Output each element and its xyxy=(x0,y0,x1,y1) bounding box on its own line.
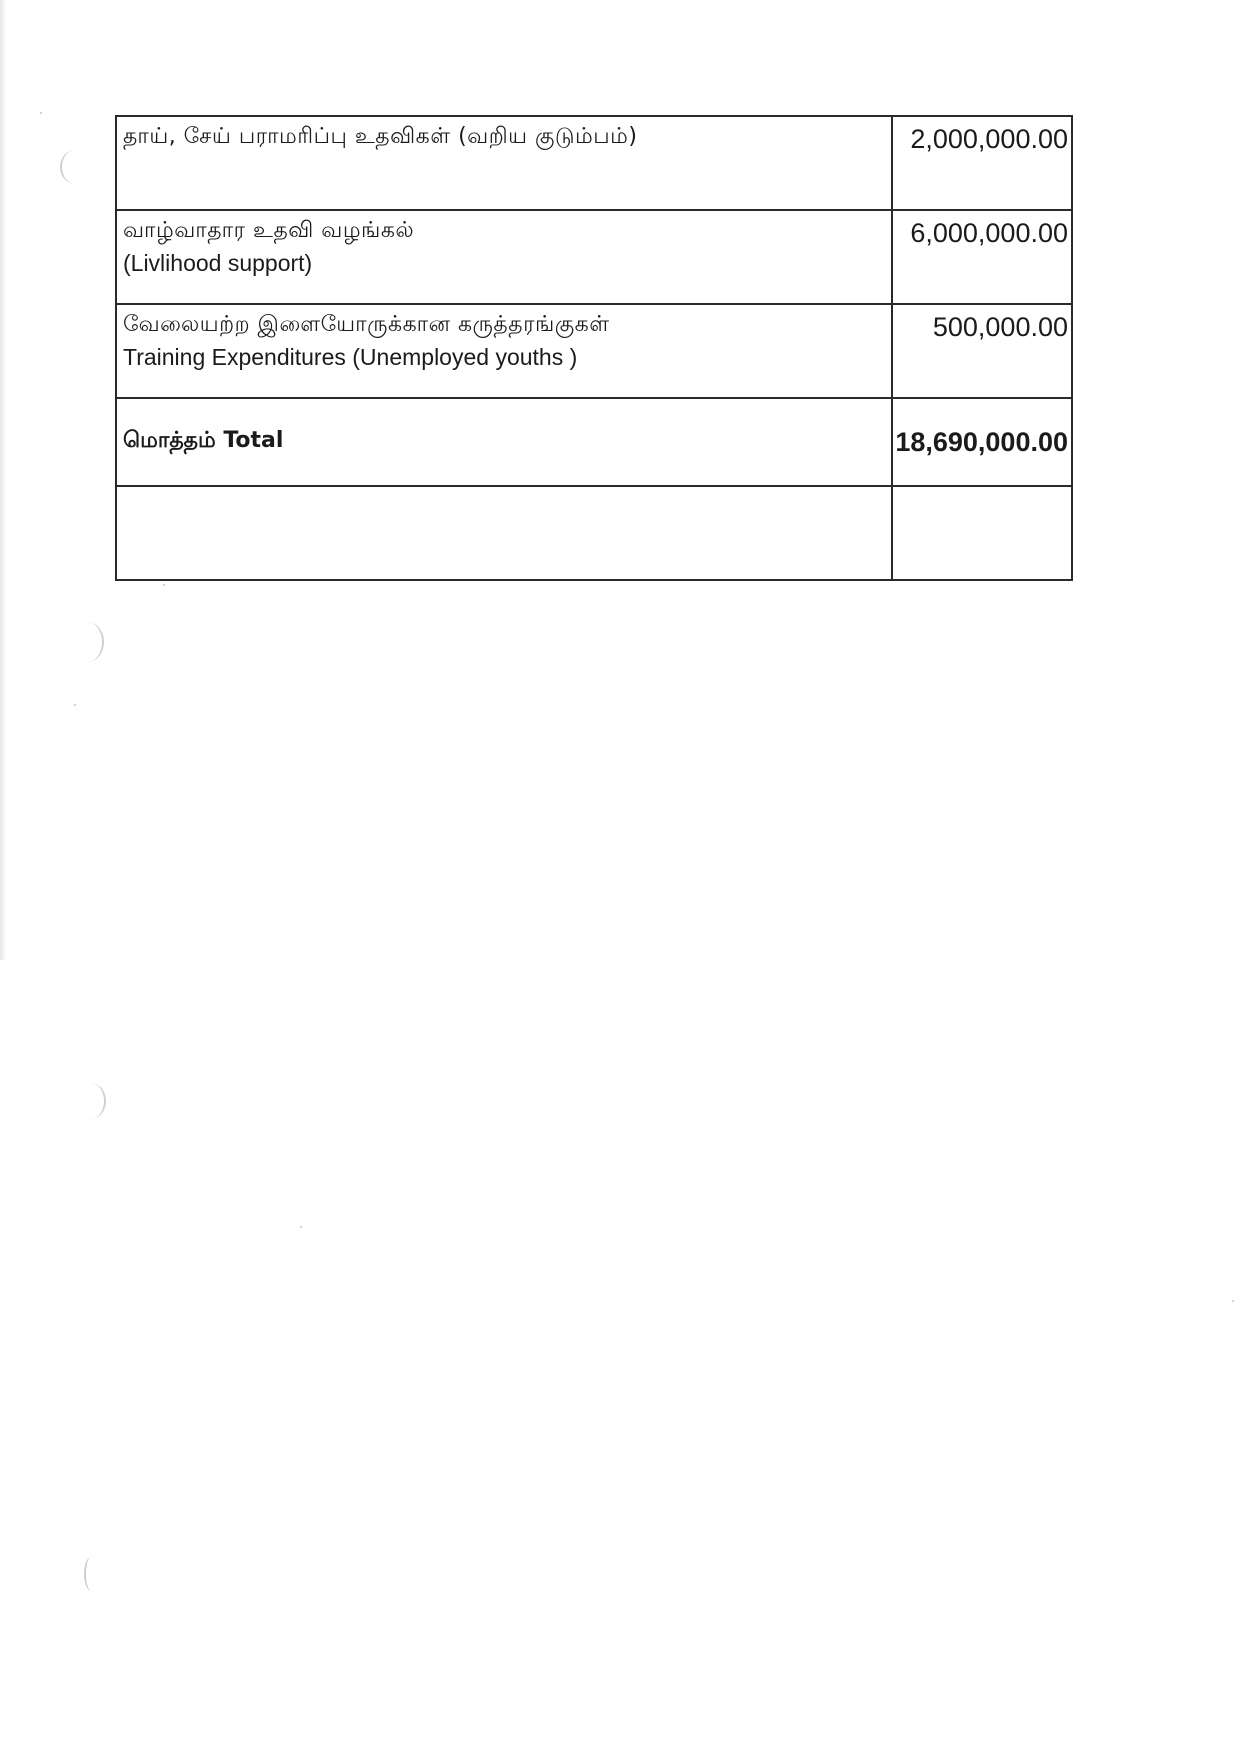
item-label-tamil: வேலையற்ற இளையோருக்கான கருத்தரங்குகள் xyxy=(123,312,610,337)
scan-speck xyxy=(163,584,165,586)
item-amount-cell xyxy=(892,304,1072,398)
punch-hole xyxy=(84,1557,98,1591)
scan-speck xyxy=(74,704,76,706)
budget-table xyxy=(115,115,1073,581)
item-amount: 500,000.00 xyxy=(932,312,1068,342)
item-description-cell xyxy=(116,304,892,398)
table-row xyxy=(116,116,1072,210)
punch-hole xyxy=(76,1083,106,1119)
item-label-english: (Livlihood support) xyxy=(123,250,313,276)
item-label-tamil: வாழ்வாதார உதவி வழங்கல் xyxy=(123,218,415,243)
total-label-cell xyxy=(116,398,892,486)
total-label: மொத்தம் Total xyxy=(123,428,284,453)
item-description-cell xyxy=(116,116,892,210)
scan-speck xyxy=(40,112,42,114)
item-label-tamil: தாய், சேய் பராமரிப்பு உதவிகள் (வறிய குடும்பம்) xyxy=(123,124,638,149)
table-row xyxy=(116,210,1072,304)
empty-row xyxy=(116,486,1072,580)
scan-speck xyxy=(1232,1300,1234,1302)
item-amount-cell xyxy=(892,116,1072,210)
item-amount: 2,000,000.00 xyxy=(910,124,1068,154)
table-row xyxy=(116,304,1072,398)
total-amount-cell xyxy=(892,398,1072,486)
binder-edge xyxy=(0,0,6,960)
empty-cell xyxy=(116,486,892,580)
item-amount: 6,000,000.00 xyxy=(910,218,1068,248)
total-row xyxy=(116,398,1072,486)
punch-hole xyxy=(60,150,90,184)
scan-speck xyxy=(300,1226,302,1228)
punch-hole xyxy=(72,622,104,662)
item-description-cell xyxy=(116,210,892,304)
item-label-english: Training Expenditures (Unemployed youths ) xyxy=(123,344,578,370)
total-amount: 18,690,000.00 xyxy=(895,426,1068,457)
empty-cell xyxy=(892,486,1072,580)
item-amount-cell xyxy=(892,210,1072,304)
